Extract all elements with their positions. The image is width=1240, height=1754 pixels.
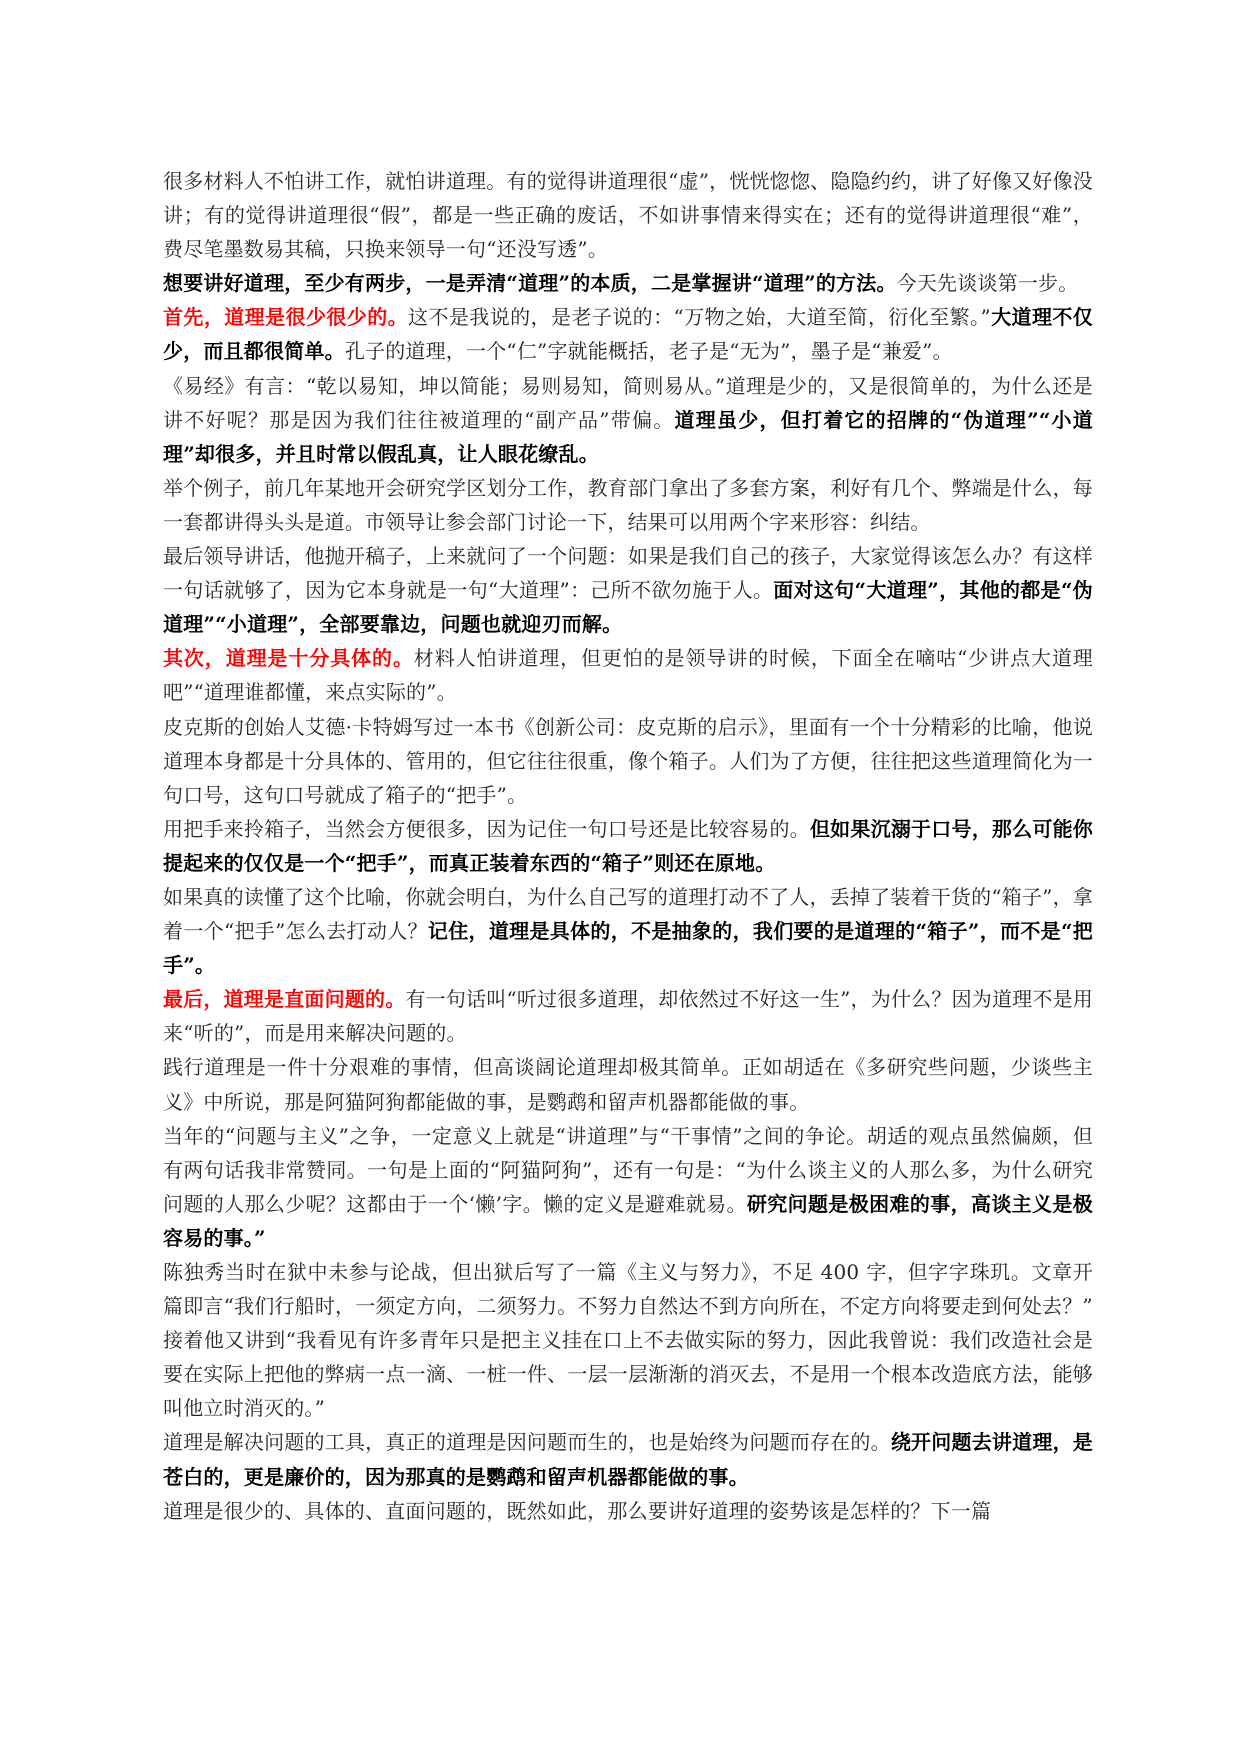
body-text: 如果真的读懂了这个比喻，你就会明白，为什么自己写的道理打动不了人，丢掉了装着干货的“箱子”，拿着一个“把手”怎么去打动人？	[163, 884, 1093, 944]
body-text: 当年的“问题与主义”之争，一定意义上就是“讲道理”与“干事情”之间的争论。胡适的观点虽然偏颇，但有两句话我非常赞同。一句是上面的“阿猫阿狗”，还有一句是：“为什么谈主义的人那么多，为什么研究问题的人那么少呢？这都由于一个‘懒’字。懒的定义是避难就易。	[163, 1123, 1093, 1216]
paragraph	[163, 369, 1093, 471]
body-text: 孔子的道理，一个“仁”字就能概括，老子是“无为”，墨子是“兼爱”。	[344, 339, 953, 364]
bold-text: 道理虽少，但打着它的招牌的“伪道理”“小道理”却很多，并且时常以假乱真，让人眼花缭乱。	[163, 407, 1094, 466]
paragraph	[163, 1323, 1093, 1425]
bold-text: 大道理不仅少，而且都很简单。	[163, 305, 1093, 364]
body-text: 陈独秀当时在狱中未参与论战，但出狱后写了一篇《主义与努力》，不足 400 字，但字字珠玑。文章开篇即言“我们行船时，一须定方向，二须努力。不努力自然达不到方向所在，不定方向将要走到何处去？”	[163, 1260, 1093, 1319]
paragraph	[163, 880, 1093, 982]
body-text: 有一句话叫“听过很多道理，却依然过不好这一生”，为什么？因为道理不是用来“听的”，而是用来解决问题的。	[163, 987, 1093, 1046]
paragraph	[163, 164, 1093, 266]
document-body	[163, 164, 1093, 1528]
paragraph	[163, 1119, 1093, 1255]
paragraph	[163, 641, 1093, 709]
red-heading-text: 最后，道理是直面问题的。	[163, 987, 406, 1012]
bold-text: 记住，道理是具体的，不是抽象的，我们要的是道理的“箱子”，而不是“把手”。	[163, 919, 1094, 978]
paragraph	[163, 710, 1093, 812]
body-text: 这不是我说的，是老子说的：“万物之始，大道至简，衍化至繁。”	[408, 305, 991, 330]
body-text: 很多材料人不怕讲工作，就怕讲道理。有的觉得讲道理很“虚”，恍恍惚惚、隐隐约约，讲了好像又好像没讲；有的觉得讲道理很“假”，都是一些正确的废话，不如讲事情来得实在；还有的觉得讲道理很“难”，费尽笔墨数易其稿，只换来领导一句“还没写透”。	[163, 169, 1093, 262]
paragraph	[163, 266, 1093, 300]
paragraph	[163, 812, 1093, 880]
bold-text: 研究问题是极困难的事，高谈主义是极容易的事。”	[163, 1191, 1093, 1250]
body-text: 最后领导讲话，他抛开稿子，上来就问了一个问题：如果是我们自己的孩子，大家觉得该怎么办？有这样一句话就够了，因为它本身就是一句“大道理”：己所不欲勿施于人。	[163, 544, 1093, 603]
red-heading-text: 其次，道理是十分具体的。	[163, 646, 414, 671]
paragraph	[163, 1050, 1093, 1118]
red-heading-text: 首先，道理是很少很少的。	[163, 305, 409, 330]
paragraph	[163, 1425, 1093, 1493]
paragraph	[163, 1494, 1093, 1528]
body-text: 践行道理是一件十分艰难的事情，但高谈阔论道理却极其简单。正如胡适在《多研究些问题，少谈些主义》中所说，那是阿猫阿狗都能做的事，是鹦鹉和留声机器都能做的事。	[163, 1055, 1093, 1114]
bold-text: 但如果沉溺于口号，那么可能你提起来的仅仅是一个“把手”，而真正装着东西的“箱子”则还在原地。	[163, 816, 1093, 875]
bold-text: 想要讲好道理，至少有两步，一是弄清“道理”的本质，二是掌握讲“道理”的方法。	[163, 271, 897, 296]
body-text: 用把手来拎箱子，当然会方便很多，因为记住一句口号还是比较容易的。	[163, 816, 810, 841]
bold-text: 绕开问题去讲道理，是苍白的，更是廉价的，因为那真的是鹦鹉和留声机器都能做的事。	[163, 1430, 1094, 1489]
body-text: 举个例子，前几年某地开会研究学区划分工作，教育部门拿出了多套方案，利好有几个、弊端是什么，每一套都讲得头头是道。市领导让参会部门讨论一下，结果可以用两个字来形容：纠结。	[163, 475, 1093, 534]
paragraph	[163, 539, 1093, 641]
paragraph	[163, 982, 1093, 1050]
body-text: 道理是解决问题的工具，真正的道理是因问题而生的，也是始终为问题而存在的。	[163, 1430, 891, 1455]
paragraph	[163, 1255, 1093, 1323]
body-text: 材料人怕讲道理，但更怕的是领导讲的时候，下面全在嘀咕“少讲点大道理吧”“道理谁都懂，来点实际的”。	[163, 646, 1093, 705]
paragraph	[163, 471, 1093, 539]
body-text: 接着他又讲到“我看见有许多青年只是把主义挂在口上不去做实际的努力，因此我曾说：我们改造社会是要在实际上把他的弊病一点一滴、一桩一件、一层一层渐渐的消灭去，不是用一个根本改造底方法，能够叫他立时消灭的。”	[163, 1328, 1093, 1421]
body-text: 《易经》有言：“乾以易知，坤以简能；易则易知，简则易从。”道理是少的，又是很简单的，为什么还是讲不好呢？那是因为我们往往被道理的“副产品”带偏。	[163, 373, 1093, 432]
body-text: 道理是很少的、具体的、直面问题的，既然如此，那么要讲好道理的姿势该是怎样的？下一篇	[163, 1498, 992, 1523]
body-text: 皮克斯的创始人艾德·卡特姆写过一本书《创新公司：皮克斯的启示》，里面有一个十分精彩的比喻，他说道理本身都是十分具体的、管用的，但它往往很重，像个箱子。人们为了方便，往往把这些道理简化为一句口号，这句口号就成了箱子的“把手”。	[163, 714, 1093, 807]
bold-text: 面对这句“大道理”，其他的都是“伪道理”“小道理”，全部要靠边，问题也就迎刃而解。	[163, 578, 1093, 637]
body-text: 今天先谈谈第一步。	[896, 271, 1079, 296]
paragraph	[163, 300, 1093, 368]
